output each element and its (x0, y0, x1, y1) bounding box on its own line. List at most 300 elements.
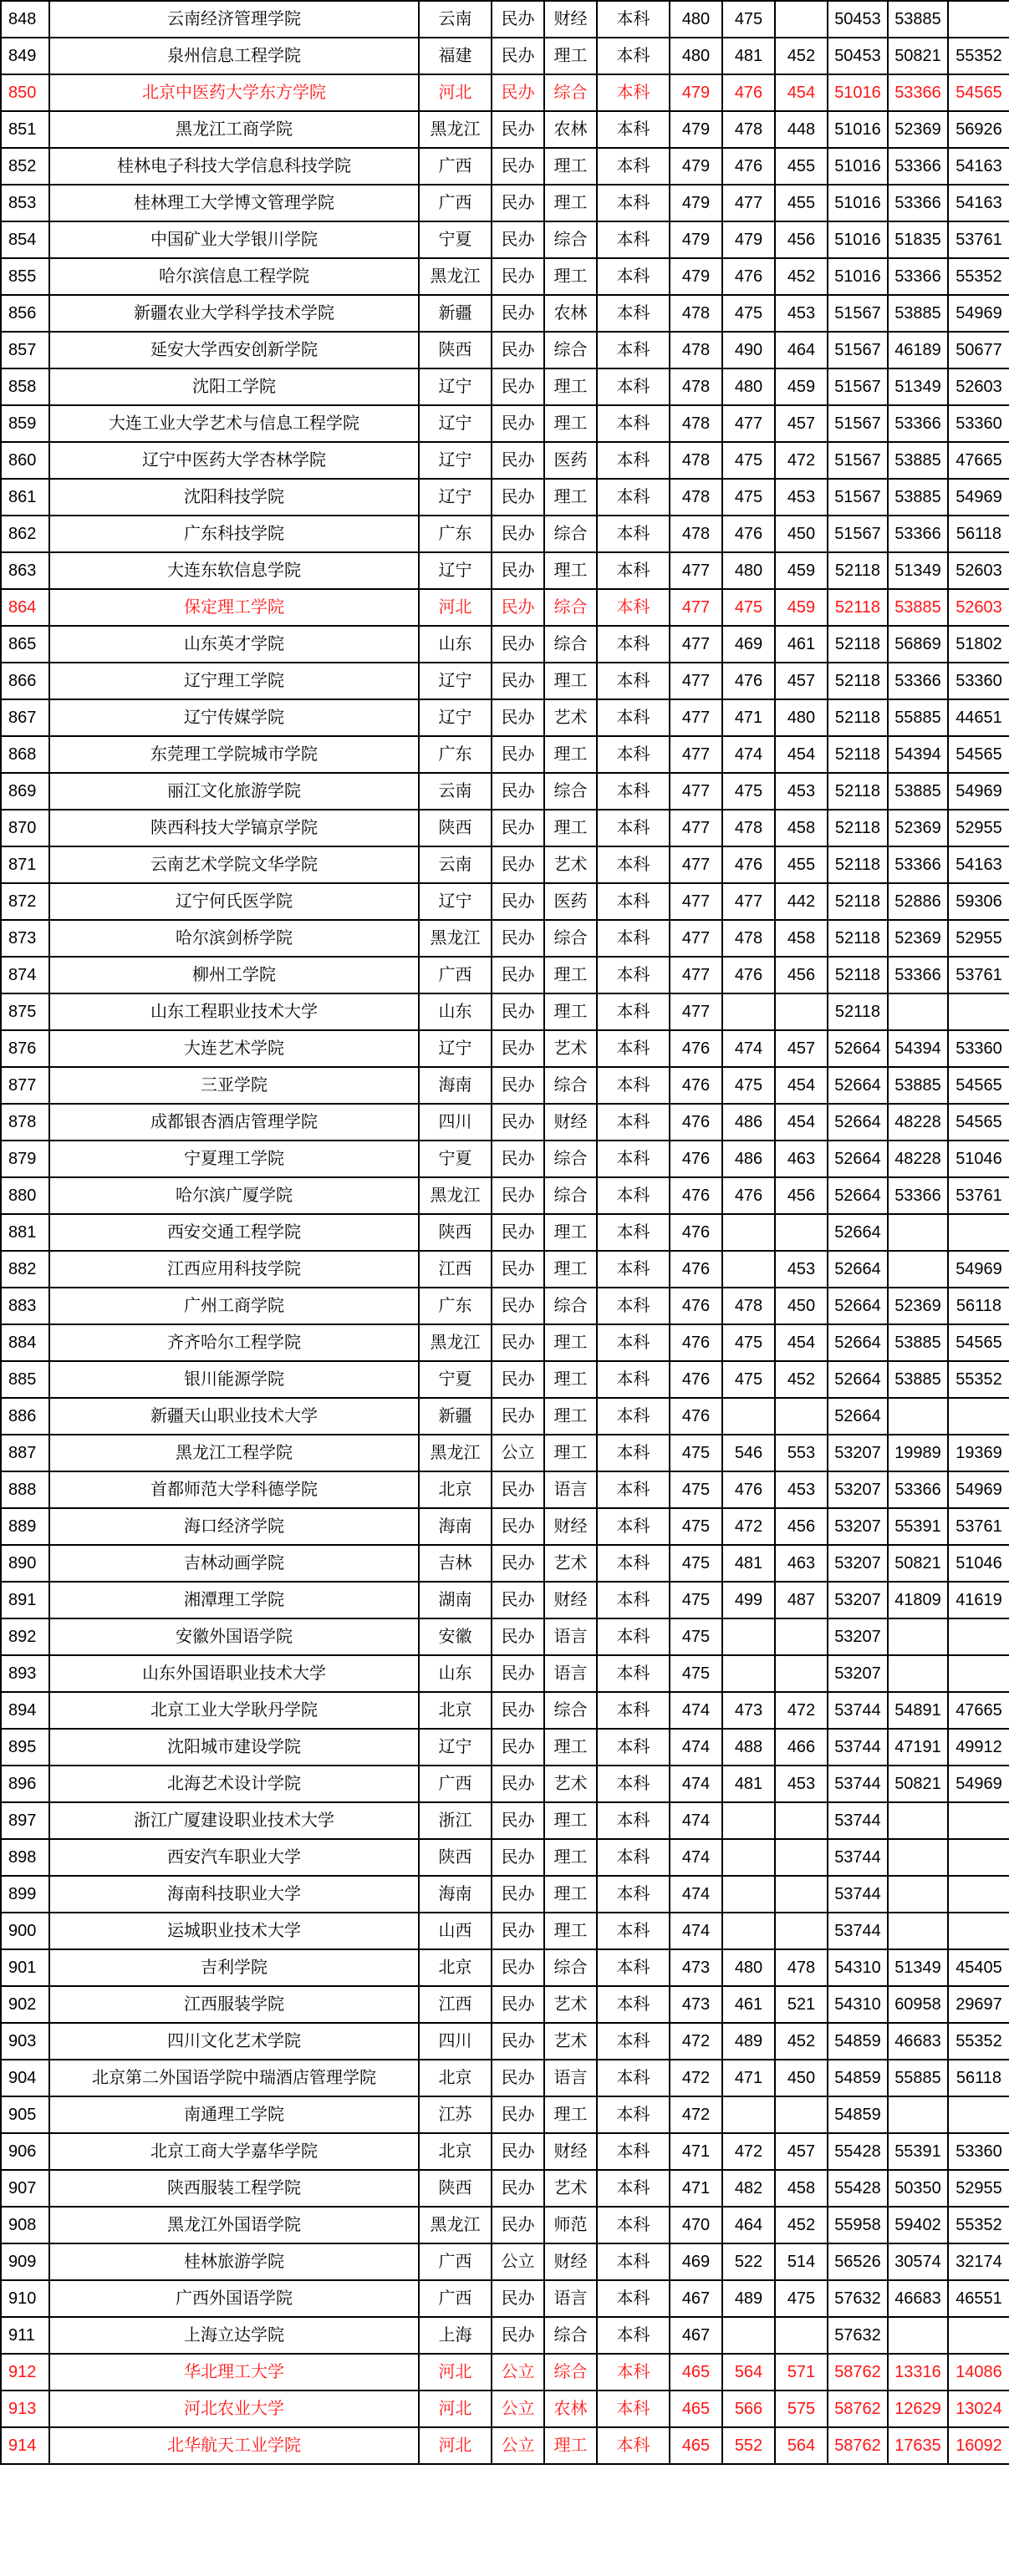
score-2021-cell: 456 (775, 957, 828, 993)
rank-cell: 910 (1, 2280, 49, 2317)
university-name-cell: 桂林旅游学院 (49, 2243, 419, 2280)
ownership-cell: 民办 (492, 2317, 544, 2354)
university-name-cell: 成都银杏酒店管理学院 (49, 1104, 419, 1141)
rank-cell: 867 (1, 699, 49, 736)
rank-cell: 901 (1, 1949, 49, 1986)
province-cell: 黑龙江 (419, 1435, 492, 1471)
table-row (1, 2243, 1009, 2280)
level-cell: 本科 (597, 442, 670, 479)
university-name-cell: 首都师范大学科德学院 (49, 1471, 419, 1508)
level-cell: 本科 (597, 1839, 670, 1876)
position-2021-cell: 56926 (948, 111, 1009, 148)
position-2023-cell: 52118 (828, 589, 888, 626)
table-body (1, 1, 1009, 2464)
position-2022-cell: 52369 (888, 920, 948, 957)
score-2022-cell: 469 (722, 626, 775, 663)
province-cell: 广西 (419, 148, 492, 185)
rank-cell: 894 (1, 1692, 49, 1729)
university-name-cell: 安徽外国语学院 (49, 1618, 419, 1655)
rank-cell: 887 (1, 1435, 49, 1471)
table-row (1, 1986, 1009, 2023)
table-row (1, 1177, 1009, 1214)
table-row (1, 1802, 1009, 1839)
province-cell: 江西 (419, 1986, 492, 2023)
province-cell: 河北 (419, 2427, 492, 2464)
category-cell: 艺术 (544, 1986, 597, 2023)
position-2021-cell (948, 1655, 1009, 1692)
ownership-cell: 民办 (492, 1177, 544, 1214)
university-name-cell: 云南经济管理学院 (49, 1, 419, 38)
category-cell: 医药 (544, 883, 597, 920)
table-row (1, 1288, 1009, 1324)
position-2021-cell (948, 1, 1009, 38)
position-2021-cell: 55352 (948, 38, 1009, 74)
level-cell: 本科 (597, 185, 670, 221)
position-2021-cell: 52603 (948, 552, 1009, 589)
position-2023-cell: 52118 (828, 846, 888, 883)
score-2021-cell: 457 (775, 405, 828, 442)
university-name-cell: 中国矿业大学银川学院 (49, 221, 419, 258)
position-2023-cell: 52664 (828, 1214, 888, 1251)
ownership-cell: 民办 (492, 846, 544, 883)
position-2022-cell: 55391 (888, 2133, 948, 2170)
university-name-cell: 哈尔滨信息工程学院 (49, 258, 419, 295)
position-2023-cell: 52118 (828, 883, 888, 920)
category-cell: 理工 (544, 38, 597, 74)
table-row (1, 1582, 1009, 1618)
position-2023-cell: 53207 (828, 1655, 888, 1692)
score-2022-cell: 566 (722, 2391, 775, 2427)
table-row (1, 442, 1009, 479)
ownership-cell: 民办 (492, 1986, 544, 2023)
rank-cell: 890 (1, 1545, 49, 1582)
position-2022-cell (888, 1251, 948, 1288)
position-2022-cell: 55885 (888, 699, 948, 736)
score-2023-cell: 475 (670, 1471, 722, 1508)
table-row (1, 2354, 1009, 2391)
province-cell: 新疆 (419, 295, 492, 332)
score-2022-cell (722, 1251, 775, 1288)
score-2023-cell: 478 (670, 479, 722, 516)
position-2022-cell: 19989 (888, 1435, 948, 1471)
category-cell: 理工 (544, 2096, 597, 2133)
level-cell: 本科 (597, 957, 670, 993)
level-cell: 本科 (597, 2170, 670, 2207)
score-2021-cell (775, 2096, 828, 2133)
position-2022-cell: 50821 (888, 1766, 948, 1802)
university-name-cell: 桂林理工大学博文管理学院 (49, 185, 419, 221)
score-2023-cell: 470 (670, 2207, 722, 2243)
rank-cell: 880 (1, 1177, 49, 1214)
score-2021-cell: 453 (775, 479, 828, 516)
score-2021-cell: 456 (775, 1508, 828, 1545)
table-row (1, 1729, 1009, 1766)
score-2023-cell: 477 (670, 552, 722, 589)
position-2021-cell: 52955 (948, 920, 1009, 957)
score-2021-cell: 455 (775, 846, 828, 883)
position-2021-cell: 47665 (948, 442, 1009, 479)
position-2022-cell: 13316 (888, 2354, 948, 2391)
score-2022-cell (722, 1398, 775, 1435)
position-2023-cell: 53744 (828, 1839, 888, 1876)
ownership-cell: 民办 (492, 1251, 544, 1288)
rank-cell: 900 (1, 1913, 49, 1949)
category-cell: 综合 (544, 2354, 597, 2391)
position-2021-cell: 53360 (948, 405, 1009, 442)
score-2023-cell: 477 (670, 663, 722, 699)
rank-cell: 912 (1, 2354, 49, 2391)
position-2021-cell: 55352 (948, 1361, 1009, 1398)
ownership-cell: 民办 (492, 1729, 544, 1766)
score-2023-cell: 479 (670, 185, 722, 221)
position-2023-cell: 53207 (828, 1618, 888, 1655)
category-cell: 综合 (544, 1692, 597, 1729)
university-name-cell: 四川文化艺术学院 (49, 2023, 419, 2060)
position-2023-cell: 55428 (828, 2133, 888, 2170)
category-cell: 理工 (544, 148, 597, 185)
table-row (1, 2096, 1009, 2133)
university-name-cell: 东莞理工学院城市学院 (49, 736, 419, 773)
position-2023-cell: 53207 (828, 1582, 888, 1618)
score-2023-cell: 473 (670, 1949, 722, 1986)
province-cell: 吉林 (419, 1545, 492, 1582)
rank-cell: 865 (1, 626, 49, 663)
position-2023-cell: 58762 (828, 2427, 888, 2464)
level-cell: 本科 (597, 2391, 670, 2427)
table-row (1, 74, 1009, 111)
level-cell: 本科 (597, 773, 670, 810)
level-cell: 本科 (597, 74, 670, 111)
position-2021-cell: 56118 (948, 1288, 1009, 1324)
level-cell: 本科 (597, 1104, 670, 1141)
category-cell: 理工 (544, 1324, 597, 1361)
score-2023-cell: 477 (670, 773, 722, 810)
university-name-cell: 沈阳科技学院 (49, 479, 419, 516)
position-2022-cell (888, 1655, 948, 1692)
position-2021-cell: 53761 (948, 957, 1009, 993)
category-cell: 理工 (544, 1361, 597, 1398)
table-row (1, 2170, 1009, 2207)
ownership-cell: 民办 (492, 773, 544, 810)
rank-cell: 861 (1, 479, 49, 516)
table-row (1, 699, 1009, 736)
position-2021-cell: 52603 (948, 589, 1009, 626)
rank-cell: 886 (1, 1398, 49, 1435)
score-2023-cell: 474 (670, 1913, 722, 1949)
ownership-cell: 民办 (492, 1361, 544, 1398)
category-cell: 农林 (544, 111, 597, 148)
category-cell: 财经 (544, 2133, 597, 2170)
ownership-cell: 民办 (492, 1471, 544, 1508)
position-2021-cell: 19369 (948, 1435, 1009, 1471)
ownership-cell: 民办 (492, 516, 544, 552)
rank-cell: 862 (1, 516, 49, 552)
level-cell: 本科 (597, 2280, 670, 2317)
level-cell: 本科 (597, 1802, 670, 1839)
position-2022-cell: 53885 (888, 479, 948, 516)
score-2021-cell: 521 (775, 1986, 828, 2023)
position-2022-cell: 53885 (888, 442, 948, 479)
score-2021-cell: 472 (775, 442, 828, 479)
rank-cell: 854 (1, 221, 49, 258)
level-cell: 本科 (597, 1655, 670, 1692)
position-2023-cell: 52118 (828, 993, 888, 1030)
rank-cell: 864 (1, 589, 49, 626)
rank-cell: 856 (1, 295, 49, 332)
position-2023-cell: 52118 (828, 810, 888, 846)
score-2023-cell: 473 (670, 1986, 722, 2023)
category-cell: 理工 (544, 810, 597, 846)
position-2023-cell: 52664 (828, 1288, 888, 1324)
category-cell: 财经 (544, 2243, 597, 2280)
university-name-cell: 宁夏理工学院 (49, 1141, 419, 1177)
category-cell: 综合 (544, 332, 597, 368)
province-cell: 海南 (419, 1876, 492, 1913)
rank-cell: 883 (1, 1288, 49, 1324)
table-row (1, 368, 1009, 405)
university-name-cell: 保定理工学院 (49, 589, 419, 626)
score-2022-cell: 474 (722, 1030, 775, 1067)
ownership-cell: 公立 (492, 2243, 544, 2280)
ownership-cell: 民办 (492, 1, 544, 38)
position-2022-cell: 60958 (888, 1986, 948, 2023)
position-2021-cell: 54969 (948, 479, 1009, 516)
position-2022-cell: 53885 (888, 1067, 948, 1104)
category-cell: 理工 (544, 1876, 597, 1913)
province-cell: 北京 (419, 2133, 492, 2170)
rank-cell: 870 (1, 810, 49, 846)
position-2021-cell: 51046 (948, 1141, 1009, 1177)
table-row (1, 2427, 1009, 2464)
university-name-cell: 延安大学西安创新学院 (49, 332, 419, 368)
position-2022-cell: 55885 (888, 2060, 948, 2096)
position-2021-cell: 51802 (948, 626, 1009, 663)
ownership-cell: 民办 (492, 993, 544, 1030)
score-2021-cell (775, 1913, 828, 1949)
category-cell: 综合 (544, 74, 597, 111)
score-2021-cell: 453 (775, 295, 828, 332)
score-2023-cell: 472 (670, 2060, 722, 2096)
province-cell: 宁夏 (419, 1361, 492, 1398)
score-2022-cell: 480 (722, 368, 775, 405)
score-2021-cell: 457 (775, 1030, 828, 1067)
position-2021-cell: 54565 (948, 1324, 1009, 1361)
score-2022-cell: 472 (722, 1508, 775, 1545)
score-2021-cell: 459 (775, 552, 828, 589)
score-2021-cell (775, 1839, 828, 1876)
category-cell: 理工 (544, 1435, 597, 1471)
score-2023-cell: 477 (670, 920, 722, 957)
ownership-cell: 民办 (492, 148, 544, 185)
university-name-cell: 黑龙江工程学院 (49, 1435, 419, 1471)
category-cell: 理工 (544, 993, 597, 1030)
category-cell: 理工 (544, 185, 597, 221)
ownership-cell: 民办 (492, 2170, 544, 2207)
position-2023-cell: 52118 (828, 957, 888, 993)
university-name-cell: 北海艺术设计学院 (49, 1766, 419, 1802)
position-2022-cell: 54394 (888, 1030, 948, 1067)
score-2023-cell: 475 (670, 1545, 722, 1582)
score-2023-cell: 472 (670, 2023, 722, 2060)
position-2021-cell: 53360 (948, 2133, 1009, 2170)
position-2022-cell: 46683 (888, 2280, 948, 2317)
score-2023-cell: 474 (670, 1802, 722, 1839)
province-cell: 浙江 (419, 1802, 492, 1839)
table-row (1, 1030, 1009, 1067)
score-2021-cell: 480 (775, 699, 828, 736)
rank-cell: 898 (1, 1839, 49, 1876)
score-2023-cell: 478 (670, 295, 722, 332)
position-2022-cell: 48228 (888, 1104, 948, 1141)
university-name-cell: 陕西服装工程学院 (49, 2170, 419, 2207)
ownership-cell: 民办 (492, 1545, 544, 1582)
category-cell: 理工 (544, 736, 597, 773)
score-2022-cell: 475 (722, 773, 775, 810)
category-cell: 综合 (544, 1288, 597, 1324)
score-2023-cell: 478 (670, 368, 722, 405)
category-cell: 理工 (544, 405, 597, 442)
category-cell: 综合 (544, 626, 597, 663)
position-2023-cell: 57632 (828, 2280, 888, 2317)
score-2021-cell: 454 (775, 74, 828, 111)
university-name-cell: 黑龙江外国语学院 (49, 2207, 419, 2243)
score-2023-cell: 475 (670, 1618, 722, 1655)
position-2022-cell (888, 1618, 948, 1655)
score-2023-cell: 476 (670, 1288, 722, 1324)
table-row (1, 221, 1009, 258)
level-cell: 本科 (597, 1251, 670, 1288)
position-2022-cell: 30574 (888, 2243, 948, 2280)
province-cell: 北京 (419, 2060, 492, 2096)
university-name-cell: 新疆农业大学科学技术学院 (49, 295, 419, 332)
category-cell: 理工 (544, 1214, 597, 1251)
score-2022-cell: 476 (722, 957, 775, 993)
ownership-cell: 民办 (492, 1582, 544, 1618)
rank-cell: 884 (1, 1324, 49, 1361)
position-2023-cell: 52664 (828, 1361, 888, 1398)
score-2022-cell: 471 (722, 699, 775, 736)
score-2023-cell: 471 (670, 2133, 722, 2170)
position-2022-cell: 53885 (888, 589, 948, 626)
position-2021-cell: 54163 (948, 148, 1009, 185)
position-2021-cell: 56118 (948, 2060, 1009, 2096)
rank-cell: 879 (1, 1141, 49, 1177)
table-row (1, 957, 1009, 993)
table-row (1, 1508, 1009, 1545)
position-2021-cell: 54565 (948, 736, 1009, 773)
ownership-cell: 民办 (492, 1618, 544, 1655)
position-2021-cell: 45405 (948, 1949, 1009, 1986)
table-row (1, 185, 1009, 221)
level-cell: 本科 (597, 1030, 670, 1067)
province-cell: 云南 (419, 773, 492, 810)
score-2022-cell (722, 993, 775, 1030)
position-2023-cell: 53744 (828, 1729, 888, 1766)
score-2021-cell: 450 (775, 2060, 828, 2096)
province-cell: 湖南 (419, 1582, 492, 1618)
score-2022-cell: 477 (722, 185, 775, 221)
score-2022-cell: 482 (722, 2170, 775, 2207)
rank-cell: 882 (1, 1251, 49, 1288)
category-cell: 财经 (544, 1582, 597, 1618)
score-2022-cell (722, 1214, 775, 1251)
category-cell: 理工 (544, 1839, 597, 1876)
province-cell: 辽宁 (419, 663, 492, 699)
position-2022-cell: 56869 (888, 626, 948, 663)
level-cell: 本科 (597, 2060, 670, 2096)
table-row (1, 1141, 1009, 1177)
province-cell: 辽宁 (419, 699, 492, 736)
position-2022-cell: 52369 (888, 1288, 948, 1324)
rank-cell: 871 (1, 846, 49, 883)
rank-cell: 850 (1, 74, 49, 111)
university-name-cell: 大连东软信息学院 (49, 552, 419, 589)
score-2021-cell: 454 (775, 1104, 828, 1141)
university-name-cell: 河北农业大学 (49, 2391, 419, 2427)
province-cell: 河北 (419, 74, 492, 111)
position-2022-cell: 53885 (888, 1361, 948, 1398)
university-name-cell: 运城职业技术大学 (49, 1913, 419, 1949)
position-2023-cell: 52118 (828, 552, 888, 589)
level-cell: 本科 (597, 38, 670, 74)
university-name-cell: 桂林电子科技大学信息科技学院 (49, 148, 419, 185)
table-row (1, 258, 1009, 295)
university-name-cell: 广州工商学院 (49, 1288, 419, 1324)
ownership-cell: 民办 (492, 1030, 544, 1067)
position-2022-cell (888, 1214, 948, 1251)
ownership-cell: 民办 (492, 2133, 544, 2170)
score-2021-cell: 452 (775, 2207, 828, 2243)
province-cell: 陕西 (419, 332, 492, 368)
position-2023-cell: 51567 (828, 332, 888, 368)
university-name-cell: 大连艺术学院 (49, 1030, 419, 1067)
table-row (1, 2207, 1009, 2243)
ownership-cell: 民办 (492, 920, 544, 957)
level-cell: 本科 (597, 221, 670, 258)
province-cell: 陕西 (419, 810, 492, 846)
ownership-cell: 民办 (492, 479, 544, 516)
province-cell: 广西 (419, 957, 492, 993)
position-2021-cell: 53761 (948, 1177, 1009, 1214)
position-2021-cell: 51046 (948, 1545, 1009, 1582)
position-2023-cell: 53744 (828, 1876, 888, 1913)
position-2022-cell: 51349 (888, 368, 948, 405)
table-row (1, 1839, 1009, 1876)
score-2021-cell: 458 (775, 920, 828, 957)
rank-cell: 911 (1, 2317, 49, 2354)
position-2021-cell: 56118 (948, 516, 1009, 552)
rank-cell: 863 (1, 552, 49, 589)
score-2023-cell: 471 (670, 2170, 722, 2207)
score-2021-cell: 452 (775, 2023, 828, 2060)
table-row (1, 1471, 1009, 1508)
university-name-cell: 广东科技学院 (49, 516, 419, 552)
university-name-cell: 西安交通工程学院 (49, 1214, 419, 1251)
province-cell: 陕西 (419, 1214, 492, 1251)
score-2021-cell: 454 (775, 1324, 828, 1361)
level-cell: 本科 (597, 1288, 670, 1324)
rank-cell: 866 (1, 663, 49, 699)
ownership-cell: 公立 (492, 1435, 544, 1471)
level-cell: 本科 (597, 883, 670, 920)
score-2022-cell: 476 (722, 1471, 775, 1508)
position-2022-cell (888, 2096, 948, 2133)
level-cell: 本科 (597, 2427, 670, 2464)
score-2023-cell: 476 (670, 1177, 722, 1214)
province-cell: 黑龙江 (419, 2207, 492, 2243)
position-2022-cell (888, 1398, 948, 1435)
score-2022-cell (722, 1655, 775, 1692)
